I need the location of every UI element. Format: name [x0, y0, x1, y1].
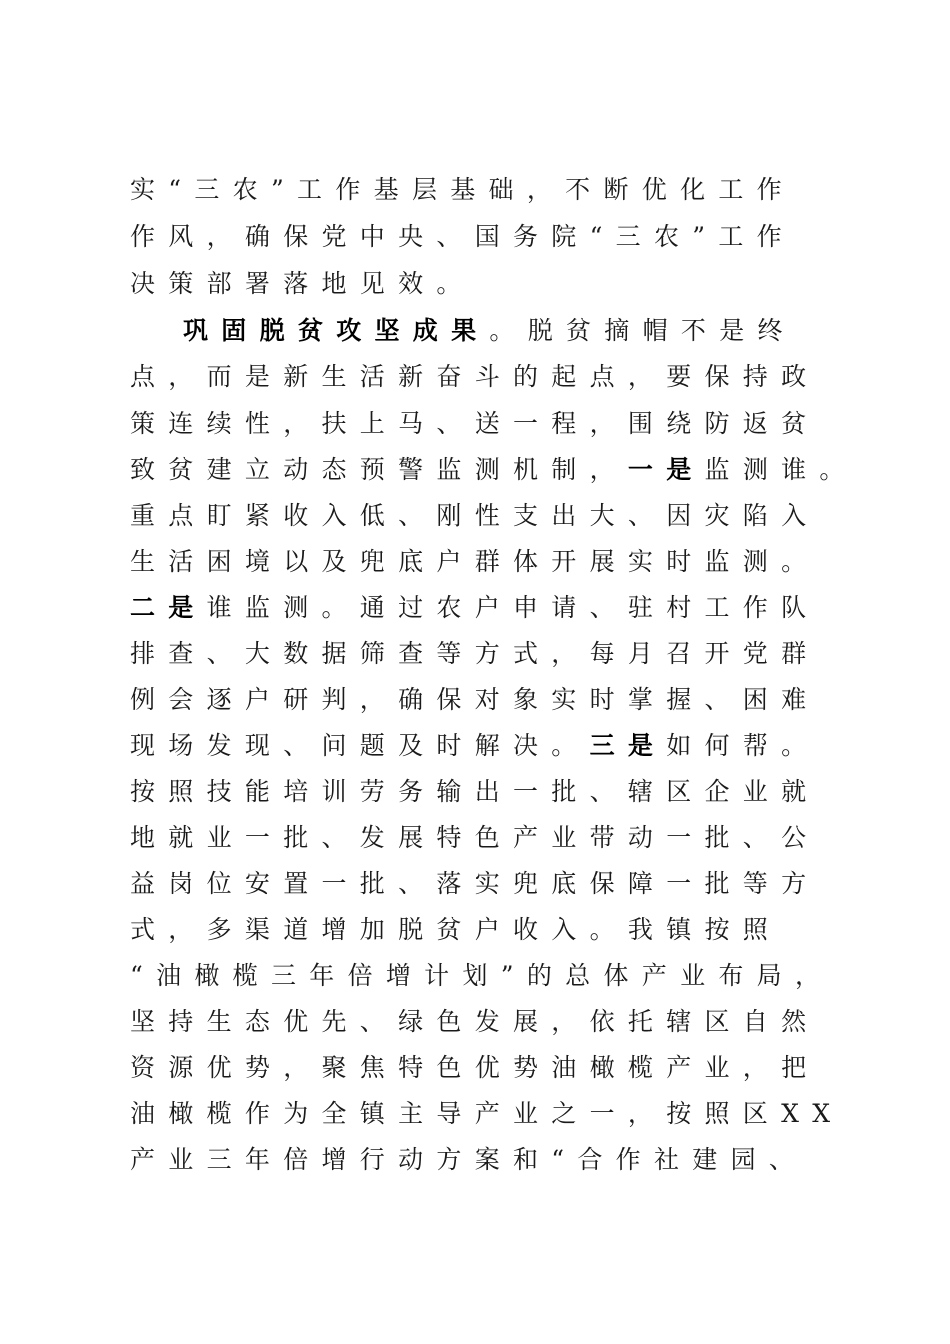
text-segment: 监测谁。 [704, 455, 858, 484]
text-line [130, 590, 830, 626]
point-label: 一是 [627, 455, 705, 484]
text-line: 式，多渠道增加脱贫户收入。我镇按照 [130, 915, 782, 944]
section-heading: 巩固脱贫攻坚成果 [183, 316, 490, 345]
paragraph-first-line [183, 313, 833, 349]
text-line: 产业三年倍增行动方案和“合作社建园、 [130, 1145, 808, 1174]
text-line: 例会逐户研判，确保对象实时掌握、困难 [130, 685, 820, 714]
text-line: 资源优势，聚焦特色优势油橄榄产业，把 [130, 1053, 820, 1082]
text-line: 按照技能培训劳务输出一批、辖区企业就 [130, 777, 820, 806]
text-line: 益岗位安置一批、落实兜底保障一批等方 [130, 869, 820, 898]
text-line: 作风，确保党中央、国务院“三农”工作 [130, 222, 795, 251]
text-line: 策连续性，扶上马、送一程，围绕防返贫 [130, 409, 820, 438]
text-segment: 现场发现、问题及时解决。 [130, 731, 590, 760]
text-segment: 致贫建立动态预警监测机制， [130, 455, 628, 484]
point-label: 三是 [589, 731, 667, 760]
text-line: 实“三农”工作基层基础，不断优化工作 [130, 175, 795, 204]
text-segment: 如何帮。 [666, 731, 820, 760]
text-segment: 谁监测。通过农户申请、驻村工作队 [206, 593, 820, 622]
text-line: 点，而是新生活新奋斗的起点，要保持政 [130, 362, 820, 391]
text-line: 地就业一批、发展特色产业带动一批、公 [130, 823, 820, 852]
text-line: 坚持生态优先、绿色发展，依托辖区自然 [130, 1007, 820, 1036]
text-line: 排查、大数据筛查等方式，每月召开党群 [130, 639, 820, 668]
point-label: 二是 [130, 593, 207, 622]
text-segment: 。脱贫摘帽不是终 [489, 316, 796, 345]
text-line [130, 728, 830, 764]
text-line: 油橄榄作为全镇主导产业之一，按照区XX [130, 1099, 844, 1128]
text-line: 重点盯紧收入低、刚性支出大、因灾陷入 [130, 501, 820, 530]
text-line: 决策部署落地见效。 [130, 269, 475, 298]
text-line: “油橄榄三年倍增计划”的总体产业布局， [130, 961, 834, 990]
text-line [130, 452, 858, 488]
text-line: 生活困境以及兜底户群体开展实时监测。 [130, 547, 820, 576]
